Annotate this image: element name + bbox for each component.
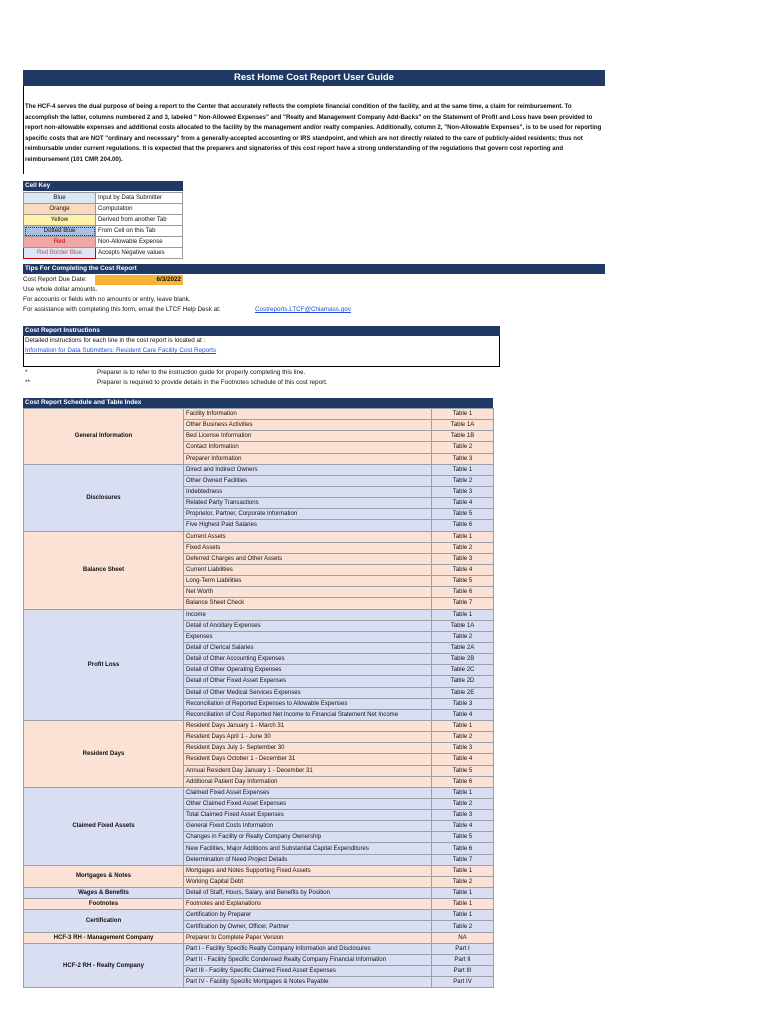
index-row: [24, 464, 494, 475]
index-schedule-name[interactable]: Proprietor, Partner, Corporate Information: [184, 509, 432, 520]
index-schedule-name[interactable]: Total Claimed Fixed Asset Expenses: [184, 810, 432, 821]
index-table-ref[interactable]: Table 1: [432, 464, 494, 475]
index-schedule-name[interactable]: Detail of Other Accounting Expenses: [184, 654, 432, 665]
index-group-name[interactable]: Claimed Fixed Assets: [24, 787, 184, 865]
index-schedule-name[interactable]: Part IV - Facility Specific Mortgages & Notes Payable: [184, 977, 432, 988]
index-row: [24, 865, 494, 876]
index-table-ref[interactable]: Table 1: [432, 609, 494, 620]
index-group-name[interactable]: Profit Loss: [24, 609, 184, 720]
index-schedule-name[interactable]: Five Highest Paid Salaries: [184, 520, 432, 531]
cell-key-row: [24, 248, 183, 259]
index-schedule-name[interactable]: Detail of Ancillary Expenses: [184, 620, 432, 631]
index-table-ref[interactable]: Part III: [432, 966, 494, 977]
index-table-ref[interactable]: Table 2: [432, 631, 494, 642]
index-schedule-name[interactable]: Changes in Facility or Realty Company Ownership: [184, 832, 432, 843]
index-row: [24, 787, 494, 798]
index-group-name[interactable]: HCF-3 RH - Management Company: [24, 932, 184, 943]
index-schedule-name[interactable]: Other Claimed Fixed Asset Expenses: [184, 798, 432, 809]
index-schedule-name[interactable]: Claimed Fixed Asset Expenses: [184, 787, 432, 798]
index-table-ref[interactable]: Part II: [432, 954, 494, 965]
index-heading: Cost Report Schedule and Table Index: [23, 398, 493, 408]
index-group-name[interactable]: HCF-2 RH - Realty Company: [24, 943, 184, 988]
instructions-heading: Cost Report Instructions: [23, 326, 500, 336]
index-schedule-name[interactable]: Resident Days October 1 - December 31: [184, 754, 432, 765]
index-table-ref[interactable]: Table 5: [432, 509, 494, 520]
cell-key-row: [24, 237, 183, 248]
index-row: [24, 720, 494, 731]
index-schedule-name[interactable]: Part II - Facility Specific Condensed Realty Company Financial Information: [184, 954, 432, 965]
note-text: Preparer is to refer to the instruction guide for properly completing this line.: [97, 369, 306, 376]
tip-leave-blank: For accounts or fields with no amounts or entry, leave blank.: [23, 296, 191, 303]
index-table-ref[interactable]: Table 3: [432, 486, 494, 497]
index-group-name[interactable]: Wages & Benefits: [24, 888, 184, 899]
index-schedule-name[interactable]: Mortgages and Notes Supporting Fixed Assets: [184, 865, 432, 876]
note-text: Preparer is required to provide details in the Footnotes schedule of this cost report.: [97, 379, 328, 386]
intro-border: [23, 86, 24, 174]
cell-key-swatch: Red Border Blue: [24, 248, 96, 259]
tips-heading: Tips For Completing the Cost Report: [23, 264, 605, 274]
index-table-ref[interactable]: Table 2: [432, 921, 494, 932]
intro-paragraph: The HCF-4 serves the dual purpose of being a report to the Center that accurately reflects the complete financial condition of the facility, and at the same time, a claim for reimbursement. To accomplish the latter, columns numbered 2 and 3, labeled " Non-Allowed Expenses" and "Realty and Management Company Add-Backs" on the Statement of Profit and Loss have been provided to report non-allowable expenses and additional costs allocated to the facility by the management and/or realty companies. Additionally, column 2, "Non-Allowable Expenses", is to be used for reporting specific costs that are NOT "ordinary and necessary" from a generally-accepted accounting or IRS standpoint, and which are not directly related to the care of publicly-aided residents; thus not reimbursable under current regulations. It is expected that the preparers and signatories of this cost report have a strong understanding of the regulations that govern cost reporting and reimbursement (101 CMR 204.00).: [25, 103, 602, 163]
index-schedule-name[interactable]: Reconciliation of Reported Expenses to Allowable Expenses: [184, 698, 432, 709]
index-table-ref[interactable]: Table 1: [432, 720, 494, 731]
index-table-ref[interactable]: Table 6: [432, 843, 494, 854]
index-schedule-name[interactable]: New Facilities, Major Additions and Substantial Capital Expenditures: [184, 843, 432, 854]
index-table-ref[interactable]: Table 2E: [432, 687, 494, 698]
index-table-ref[interactable]: Table 2: [432, 798, 494, 809]
index-schedule-name[interactable]: Indebtedness: [184, 486, 432, 497]
index-table-ref[interactable]: Table 1B: [432, 431, 494, 442]
index-table-ref[interactable]: Table 7: [432, 854, 494, 865]
note-mark: **: [25, 379, 30, 386]
index-schedule-name[interactable]: Preparer Information: [184, 453, 432, 464]
index-table-ref[interactable]: Table 4: [432, 754, 494, 765]
index-table-ref[interactable]: NA: [432, 932, 494, 943]
index-row: [24, 409, 494, 420]
cell-key-row: [24, 215, 183, 226]
index-table-ref[interactable]: Table 5: [432, 765, 494, 776]
index-schedule-name[interactable]: Current Assets: [184, 531, 432, 542]
index-schedule-name[interactable]: Long-Term Liabilities: [184, 576, 432, 587]
index-table-ref[interactable]: Table 2A: [432, 642, 494, 653]
cell-key-swatch: Red: [24, 237, 96, 248]
index-row: [24, 531, 494, 542]
index-table-ref[interactable]: Table 1: [432, 531, 494, 542]
index-schedule-name[interactable]: Contact Information: [184, 442, 432, 453]
index-table-ref[interactable]: Table 4: [432, 498, 494, 509]
index-row: [24, 899, 494, 910]
index-table-ref[interactable]: Table 6: [432, 520, 494, 531]
index-row: [24, 609, 494, 620]
index-table-ref[interactable]: Table 4: [432, 821, 494, 832]
index-table-ref[interactable]: Table 2D: [432, 676, 494, 687]
cell-key-description: Accepts Negative values: [96, 248, 183, 259]
cell-key-row: [24, 193, 183, 204]
index-table-ref[interactable]: Table 2: [432, 442, 494, 453]
due-date-value[interactable]: 6/3/2022: [95, 275, 183, 285]
cell-key-table: [23, 192, 183, 259]
cell-key-swatch: Orange: [24, 204, 96, 215]
index-table-ref[interactable]: Table 3: [432, 553, 494, 564]
index-schedule-name[interactable]: Bed License Information: [184, 431, 432, 442]
index-table-ref[interactable]: Table 1A: [432, 420, 494, 431]
index-row: [24, 943, 494, 954]
index-schedule-name[interactable]: Detail of Clerical Salaries: [184, 642, 432, 653]
index-schedule-name[interactable]: Other Business Activities: [184, 420, 432, 431]
cell-key-description: Derived from another Tab: [96, 215, 183, 226]
index-table-ref[interactable]: Table 4: [432, 564, 494, 575]
index-table-ref[interactable]: Table 1: [432, 787, 494, 798]
tip-help-desk: For assistance with completing this form, email the LTCF Help Desk at:: [23, 306, 221, 313]
index-schedule-name[interactable]: Related Party Transactions: [184, 498, 432, 509]
index-table-ref[interactable]: Part I: [432, 943, 494, 954]
index-schedule-name[interactable]: Resident Days April 1 - June 30: [184, 732, 432, 743]
cell-key-swatch: Yellow: [24, 215, 96, 226]
index-group-name[interactable]: Disclosures: [24, 464, 184, 531]
index-table-ref[interactable]: Table 4: [432, 709, 494, 720]
index-table-ref[interactable]: Table 2: [432, 475, 494, 486]
index-table-ref[interactable]: Table 1: [432, 865, 494, 876]
index-schedule-name[interactable]: Direct and Indirect Owners: [184, 464, 432, 475]
index-schedule-name[interactable]: Detail of Other Medical Services Expenses: [184, 687, 432, 698]
cell-key-row: [24, 226, 183, 237]
cell-key-description: Computation: [96, 204, 183, 215]
index-table-ref[interactable]: Table 5: [432, 832, 494, 843]
index-schedule-name[interactable]: Working Capital Debt: [184, 876, 432, 887]
index-schedule-name[interactable]: Net Worth: [184, 587, 432, 598]
index-group-name[interactable]: Balance Sheet: [24, 531, 184, 609]
cell-key-description: Input by Data Submitter: [96, 193, 183, 204]
index-group-name[interactable]: Footnotes: [24, 899, 184, 910]
cell-key-description: From Cell on this Tab: [96, 226, 183, 237]
index-schedule-name[interactable]: General Fixed Costs Information: [184, 821, 432, 832]
index-schedule-name[interactable]: Additional Patient Day Information: [184, 776, 432, 787]
index-table-ref[interactable]: Table 1: [432, 888, 494, 899]
index-table-ref[interactable]: Table 3: [432, 453, 494, 464]
index-table-ref[interactable]: Table 3: [432, 743, 494, 754]
index-schedule-name[interactable]: Determination of Need Project Details: [184, 854, 432, 865]
index-schedule-name[interactable]: Resident Days July 1- September 30: [184, 743, 432, 754]
index-table-ref[interactable]: Table 6: [432, 776, 494, 787]
index-table-ref[interactable]: Table 2B: [432, 654, 494, 665]
help-desk-email-link[interactable]: Costreports.LTCF@Chiamass.gov: [255, 306, 351, 313]
note-mark: *: [25, 369, 28, 376]
index-group-name[interactable]: Certification: [24, 910, 184, 932]
index-group-name[interactable]: Resident Days: [24, 720, 184, 787]
index-table-ref[interactable]: Table 3: [432, 810, 494, 821]
index-schedule-name[interactable]: Current Liabilities: [184, 564, 432, 575]
index-schedule-name[interactable]: Deferred Charges and Other Assets: [184, 553, 432, 564]
index-table-ref[interactable]: Table 2: [432, 876, 494, 887]
index-schedule-name[interactable]: Certification by Owner, Officer, Partner: [184, 921, 432, 932]
index-table-ref[interactable]: Table 2: [432, 732, 494, 743]
index-row: [24, 910, 494, 921]
index-schedule-name[interactable]: Detail of Other Fixed Asset Expenses: [184, 676, 432, 687]
index-schedule-name[interactable]: Footnotes and Explanations: [184, 899, 432, 910]
index-schedule-name[interactable]: Part III - Facility Specific Claimed Fixed Asset Expenses: [184, 966, 432, 977]
index-table-ref[interactable]: Table 1: [432, 899, 494, 910]
index-table-ref[interactable]: Table 5: [432, 576, 494, 587]
index-schedule-name[interactable]: Fixed Assets: [184, 542, 432, 553]
index-schedule-name[interactable]: Expenses: [184, 631, 432, 642]
index-schedule-name[interactable]: Balance Sheet Check: [184, 598, 432, 609]
index-group-name[interactable]: Mortgages & Notes: [24, 865, 184, 887]
index-table-ref[interactable]: Table 2: [432, 542, 494, 553]
cell-key-swatch: Blue: [24, 193, 96, 204]
index-table-ref[interactable]: Table 2C: [432, 665, 494, 676]
due-date-label: Cost Report Due Date:: [23, 276, 87, 283]
index-table-ref[interactable]: Table 7: [432, 598, 494, 609]
index-schedule-name[interactable]: Annual Resident Day January 1 - December 31: [184, 765, 432, 776]
index-schedule-name[interactable]: Reconciliation of Cost Reported Net Income to Financial Statement Net Income: [184, 709, 432, 720]
index-schedule-name[interactable]: Certification by Preparer: [184, 910, 432, 921]
cell-key-heading: Cell Key: [23, 181, 183, 191]
index-table-ref[interactable]: Table 3: [432, 698, 494, 709]
index-table-ref[interactable]: Part IV: [432, 977, 494, 988]
page-title: Rest Home Cost Report User Guide: [23, 70, 605, 86]
index-row: [24, 932, 494, 943]
index-schedule-name[interactable]: Income: [184, 609, 432, 620]
instructions-text: Detailed instructions for each line in the cost report is located at :: [25, 337, 206, 344]
cell-key-swatch: Dotted Blue: [24, 226, 96, 237]
cell-key-description: Non-Allowable Expense: [96, 237, 183, 248]
index-row: [24, 888, 494, 899]
cell-key-row: [24, 204, 183, 215]
index-group-name[interactable]: General Information: [24, 409, 184, 465]
index-table-ref[interactable]: Table 1A: [432, 620, 494, 631]
instructions-link[interactable]: Information for Data Submitters: Resident Care Facility Cost Reports: [25, 347, 217, 354]
schedule-index-table: [23, 408, 494, 988]
index-table-ref[interactable]: Table 6: [432, 587, 494, 598]
index-schedule-name[interactable]: Detail of Staff, Hours, Salary, and Benefits by Position: [184, 888, 432, 899]
index-schedule-name[interactable]: Facility Information: [184, 409, 432, 420]
index-table-ref[interactable]: Table 1: [432, 409, 494, 420]
index-table-ref[interactable]: Table 1: [432, 910, 494, 921]
index-schedule-name[interactable]: Detail of Other Operating Expenses: [184, 665, 432, 676]
index-schedule-name[interactable]: Preparer to Complete Paper Version: [184, 932, 432, 943]
tip-whole-dollars: Use whole dollar amounts.: [23, 286, 98, 293]
index-schedule-name[interactable]: Part I - Facility Specific Realty Company Information and Disclosures: [184, 943, 432, 954]
index-schedule-name[interactable]: Resident Days January 1 - March 31: [184, 720, 432, 731]
index-schedule-name[interactable]: Other Owned Facilities: [184, 475, 432, 486]
